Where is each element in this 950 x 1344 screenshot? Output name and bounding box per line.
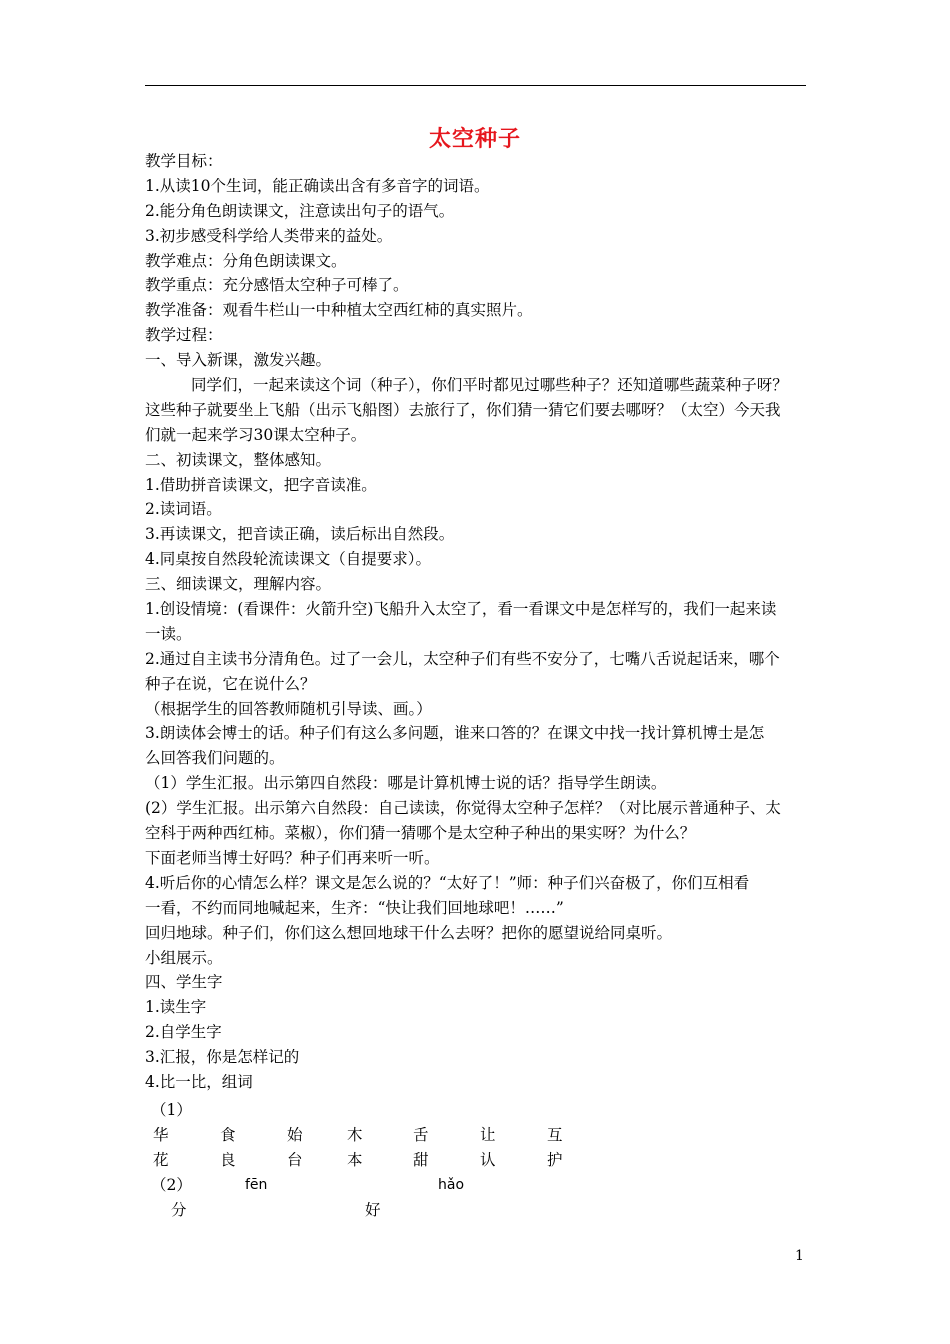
char-hao: 好: [365, 1200, 381, 1219]
exercise-label-2: （2）: [151, 1175, 192, 1194]
text-line: 1.读生字: [145, 998, 207, 1017]
text-line: 4.比一比，组词: [145, 1072, 253, 1091]
text-line: 3.再读课文，把音读正确，读后标出自然段。: [145, 525, 455, 544]
text-line: 四、学生字: [145, 973, 223, 992]
text-line: 2.能分角色朗读课文，注意读出句子的语气。: [145, 201, 455, 220]
exercise-char: 让: [480, 1125, 496, 1144]
text-line: 教学重点：充分感悟太空种子可棒了。: [145, 276, 409, 295]
text-line: 种子在说，它在说什么？: [145, 674, 316, 693]
compare-exercise: [145, 1098, 645, 1222]
exercise-char: 始: [287, 1125, 303, 1144]
page-number: 1: [795, 1248, 804, 1264]
text-line: 教学过程：: [145, 326, 223, 345]
text-line: 么回答我们问题的。: [145, 749, 285, 768]
text-line: 4.同桌按自然段轮流读课文（自提要求）。: [145, 550, 432, 569]
text-line: 2.读词语。: [145, 500, 222, 519]
text-line: 教学目标：: [145, 152, 223, 170]
lesson-body: [145, 149, 815, 1095]
text-line: 4.听后你的心情怎么样？课文是怎么说的？“太好了！”师：种子们兴奋极了，你们互相看: [145, 873, 750, 892]
text-line: 一读。: [145, 624, 192, 643]
text-line: 1.从读10个生词，能正确读出含有多音字的词语。: [145, 176, 490, 195]
text-line: 们就一起来学习30课太空种子。: [145, 425, 367, 444]
text-line: 1.借助拼音读课文，把字音读准。: [145, 475, 377, 494]
exercise-label-row: [145, 1098, 645, 1123]
text-line: 同学们，一起来读这个词（种子），你们平时都见过哪些种子？还知道哪些蔬菜种子呀？: [191, 376, 788, 395]
text-line: （根据学生的回答教师随机引导读、画。）: [145, 699, 432, 718]
text-line: 一、导入新课，激发兴趣。: [145, 351, 332, 370]
text-line: 1.创设情境：(看课件：火箭升空)飞船升入太空了，看一看课文中是怎样写的，我们一起来读: [145, 600, 777, 619]
exercise-char: 护: [547, 1150, 563, 1169]
exercise-char: 本: [347, 1150, 363, 1169]
text-line: 2.通过自主读书分清角色。过了一会儿，太空种子们有些不安分了，七嘴八舌说起话来，哪个: [145, 649, 780, 668]
text-line: 这些种子就要坐上飞船（出示飞船图）去旅行了，你们猜一猜它们要去哪呀？（太空）今天我: [145, 400, 781, 419]
text-line: 空科于两种西红柿。菜椒），你们猜一猜哪个是太空种子种出的果实呀？为什么？: [145, 824, 696, 843]
exercise-char: 舌: [413, 1125, 429, 1144]
text-line: 下面老师当博士好吗？种子们再来听一听。: [145, 848, 440, 867]
exercise-char: 花: [153, 1150, 169, 1169]
text-line: 三、细读课文，理解内容。: [145, 575, 332, 594]
char-fen: 分: [171, 1200, 187, 1219]
text-line: 回归地球。种子们，你们这么想回地球干什么去呀？把你的愿望说给同桌听。: [145, 923, 673, 942]
char-row-3: [145, 1198, 645, 1223]
exercise-char: 华: [153, 1125, 169, 1144]
exercise-char: 甜: [413, 1150, 429, 1169]
text-line: 教学难点：分角色朗读课文。: [145, 251, 347, 270]
text-line: 2.自学生字: [145, 1023, 222, 1042]
char-row-2: [145, 1148, 645, 1173]
pinyin-fen: fēn: [245, 1176, 268, 1193]
text-line: 二、初读课文，整体感知。: [145, 450, 332, 469]
header-rule: [145, 85, 806, 86]
exercise-char: 食: [220, 1125, 236, 1144]
exercise-char: 互: [547, 1125, 563, 1144]
text-line: 3.初步感受科学给人类带来的益处。: [145, 226, 393, 245]
text-line: 教学准备：观看牛栏山一中种植太空西红柿的真实照片。: [145, 301, 533, 320]
pinyin-hao: hǎo: [438, 1176, 465, 1193]
text-line: （1）学生汇报。出示第四自然段：哪是计算机博士说的话？指导学生朗读。: [145, 774, 667, 793]
pinyin-row: [145, 1173, 645, 1198]
exercise-char: 认: [480, 1150, 496, 1169]
text-line: 一看，不约而同地喊起来，生齐：“快让我们回地球吧！……”: [145, 898, 564, 917]
text-line: (2）学生汇报。出示第六自然段：自己读读，你觉得太空种子怎样？（对比展示普通种子、太: [145, 799, 781, 818]
char-row-1: [145, 1123, 645, 1148]
document-title: 太空种子: [428, 127, 521, 152]
text-line: 3.朗读体会博士的话。种子们有这么多问题，谁来口答的？在课文中找一找计算机博士是怎: [145, 724, 765, 743]
exercise-label-1: （1）: [151, 1101, 192, 1119]
exercise-char: 木: [347, 1125, 363, 1144]
text-line: 3.汇报，你是怎样记的: [145, 1048, 300, 1067]
text-line: 小组展示。: [145, 948, 223, 967]
exercise-char: 良: [220, 1150, 236, 1169]
exercise-char: 台: [287, 1150, 303, 1169]
